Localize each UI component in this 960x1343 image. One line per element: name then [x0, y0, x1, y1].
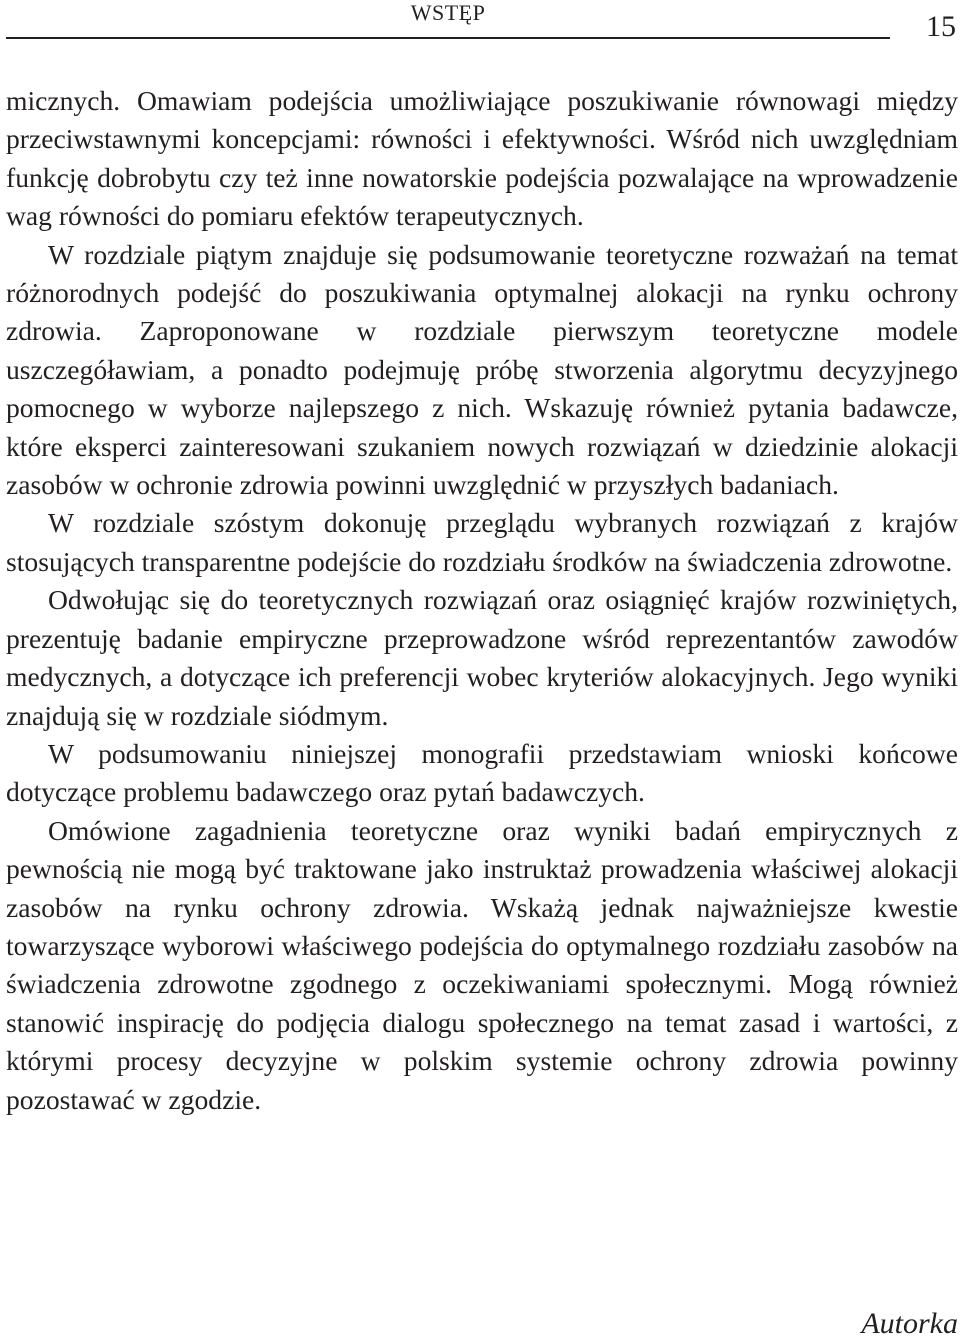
running-title: WSTĘP: [410, 0, 486, 25]
paragraph: W podsumowaniu niniejszej monografii przedstawiam wnioski końcowe dotyczące problemu badawczego oraz pytań badawczych.: [6, 737, 958, 808]
paragraph: micznych. Omawiam podejścia umożliwiające poszukiwanie równowagi między przeciwstawnymi koncepcjami: równości i efektywności. Wśród nich uwzględniam funkcję dobrobytu czy też inne nowatorskie podejścia pozwalające na wprowadzenie wag równości do pomiaru efektów terapeutycznych.: [6, 85, 958, 232]
paragraph: W rozdziale szóstym dokonuję przeglądu wybranych rozwiązań z krajów stosujących transparentne podejście do rozdziału środków na świadczenia zdrowotne.: [6, 507, 958, 577]
page-number: 15: [926, 10, 956, 43]
paragraph: Odwołując się do teoretycznych rozwiązań oraz osiągnięć krajów rozwiniętych, prezentuję badanie empiryczne przeprowadzone wśród reprezentantów zawodów medycznych, a dotyczące ich preferencji wobec kryteriów alokacyjnych. Jego wyniki znajdują się w rozdziale siódmym.: [6, 584, 958, 731]
author-signature: Autorka: [861, 1307, 958, 1340]
running-header: [6, 0, 890, 39]
paragraph: Omówione zagadnienia teoretyczne oraz wyniki badań empirycznych z pewnością nie mogą być traktowane jako instruktaż prowadzenia właściwej alokacji zasobów na rynku ochrony zdrowia. Wskażą jednak najważniejsze kwestie towarzyszące wyborowi właściwego podejścia do optymalnego rozdziału zasobów na świadczenia zdrowotne zgodnego z oczekiwaniami społecznymi. Mogą również stanowić inspirację do podjęcia dialogu społecznego na temat zasad i wartości, z którymi procesy decyzyjne w polskim systemie ochrony zdrowia powinny pozostawać w zgodzie.: [6, 814, 958, 1115]
body-text: [6, 82, 958, 1119]
paragraph: W rozdziale piątym znajduje się podsumowanie teoretyczne rozważań na temat różnorodnych podejść do poszukiwania optymalnej alokacji na rynku ochrony zdrowia. Zaproponowane w rozdziale pierwszym teoretyczne modele uszczegóławiam, a ponadto podejmuję próbę stworzenia algorytmu decyzyjnego pomocnego w wyborze najlepszego z nich. Wskazuję również pytania badawcze, które eksperci zainteresowani szukaniem nowych rozwiązań w dziedzinie alokacji zasobów w ochronie zdrowia powinni uwzględnić w przyszłych badaniach.: [6, 238, 958, 501]
